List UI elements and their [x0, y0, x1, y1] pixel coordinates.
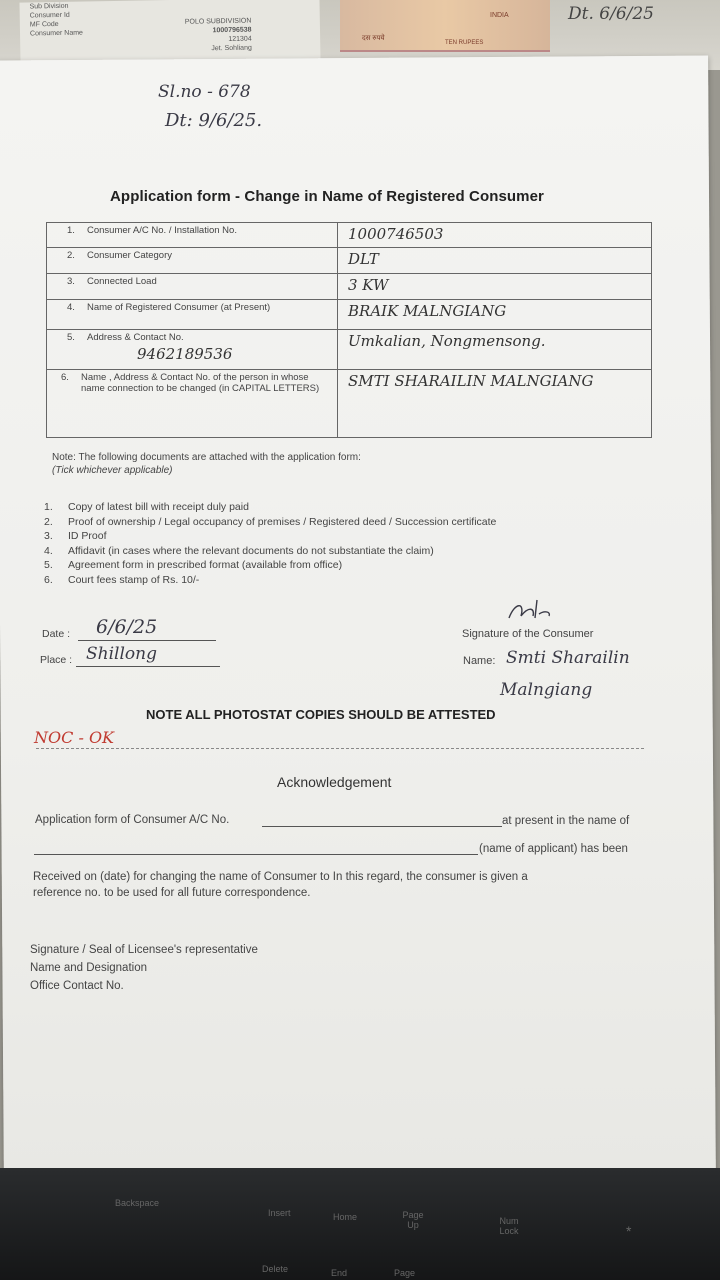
bill-slip-line: Consumer Name — [29, 29, 84, 38]
stamp-paper — [340, 0, 550, 52]
handwritten-date-stamp: Dt: 9/6/25. — [165, 110, 263, 131]
list-item: 4. Affidavit (in cases where the relevant documents do not substantiate the claim) — [44, 544, 434, 557]
form-title: Application form - Change in Name of Registered Consumer — [110, 188, 544, 205]
signature-label: Signature of the Consumer — [462, 628, 594, 640]
row-label: Consumer Category — [87, 250, 173, 261]
footer-line: Name and Designation — [30, 962, 147, 974]
row-number: 3. — [67, 276, 75, 287]
table-row — [47, 370, 652, 438]
table-row — [47, 223, 652, 248]
ack-blank-line — [262, 826, 502, 827]
consumer-details-table — [46, 222, 652, 438]
ack-blank-line — [34, 854, 478, 855]
row-value: SMTI SHARAILIN MALNGIANG — [338, 370, 652, 438]
row-label: Connected Load — [87, 276, 157, 287]
ack-text: Received on (date) for changing the name of Consumer to In this regard, the consumer is given a — [33, 871, 528, 883]
handwritten-serial-no: Sl.no - 678 — [158, 82, 251, 102]
row-number: 2. — [67, 250, 75, 261]
contact-number: 9462189536 — [137, 345, 233, 363]
handwritten-noc: NOC - OK — [34, 728, 115, 747]
ack-text: at present in the name of — [502, 815, 630, 827]
row-value: 3 KW — [338, 274, 652, 300]
list-item: 2. Proof of ownership / Legal occupancy of premises / Registered deed / Succession certificate — [44, 515, 497, 528]
keyboard-key: Backspace — [115, 1198, 160, 1208]
stamp-text: TEN RUPEES — [445, 40, 484, 46]
separator — [36, 748, 644, 749]
documents-list — [44, 500, 496, 587]
bill-slip-line: 1000796538 — [212, 26, 252, 35]
list-item: 5. Agreement form in prescribed format (available from office) — [44, 559, 343, 571]
bill-slip-line: Consumer Id — [29, 11, 70, 20]
date-line — [78, 640, 216, 641]
footer-line: Signature / Seal of Licensee's representative — [30, 944, 258, 956]
bill-slip-line: Sub Division — [29, 2, 69, 11]
place-label: Place : — [40, 654, 73, 666]
row-number: 4. — [67, 302, 75, 313]
consumer-signature — [505, 596, 555, 624]
row-value: 1000746503 — [338, 223, 652, 248]
bill-slip-line: MF Code — [29, 20, 59, 29]
row-number: 6. — [61, 372, 69, 383]
ack-text: reference no. to be used for all future correspondence. — [33, 887, 311, 899]
documents-note — [52, 451, 361, 477]
keyboard-key: * — [626, 1223, 632, 1239]
date-label: Date : — [42, 628, 71, 640]
note-line: Note: The following documents are attached with the application form: — [52, 452, 361, 463]
table-row — [47, 248, 652, 274]
ack-text: Application form of Consumer A/C No. — [35, 814, 230, 826]
row-label: Consumer A/C No. / Installation No. — [87, 225, 237, 236]
bill-slip — [19, 0, 320, 65]
stamp-text: दस रुपये — [362, 35, 385, 42]
row-label: Name of Registered Consumer (at Present) — [87, 302, 271, 313]
row-value: BRAIK MALNGIANG — [338, 300, 652, 330]
row-label: Name , Address & Contact No. of the person in whose name connection to be changed (in CAPITAL LETTERS) — [81, 372, 320, 394]
row-value: Umkalian, Nongmensong. — [338, 330, 652, 370]
ack-footer — [30, 941, 258, 995]
row-label: Address & Contact No. — [87, 332, 184, 343]
table-row — [47, 300, 652, 330]
row-number: 1. — [67, 225, 75, 236]
bill-slip-line: POLO SUBDIVISION — [184, 17, 252, 26]
list-item: 1. Copy of latest bill with receipt duly paid — [44, 501, 249, 513]
table-row — [47, 274, 652, 300]
keyboard-key: Page — [394, 1268, 416, 1278]
name-value: Smti Sharailin — [506, 648, 630, 668]
date-value: 6/6/25 — [96, 616, 158, 638]
place-value: Shillong — [86, 644, 157, 664]
keyboard-key: End — [331, 1268, 348, 1278]
keyboard-key: Num Lock — [499, 1216, 519, 1236]
table-row — [47, 330, 652, 370]
stamp-text: INDIA — [490, 12, 509, 19]
attestation-note: NOTE ALL PHOTOSTAT COPIES SHOULD BE ATTESTED — [146, 707, 496, 722]
name-label: Name: — [463, 655, 496, 667]
note-line: (Tick whichever applicable) — [52, 465, 173, 476]
list-item: 3. ID Proof — [44, 530, 107, 542]
row-value: DLT — [338, 248, 652, 274]
keyboard-key: Insert — [268, 1208, 291, 1218]
footer-line: Office Contact No. — [30, 980, 124, 992]
keyboard-key: Page Up — [402, 1210, 424, 1230]
bill-slip-line: Jet. Sohliang — [211, 44, 252, 53]
acknowledgement-title: Acknowledgement — [277, 774, 392, 790]
handwritten-date-note: Dt. 6/6/25 — [568, 4, 654, 24]
keyboard-key: Home — [333, 1212, 358, 1222]
list-item: 6. Court fees stamp of Rs. 10/- — [44, 573, 200, 586]
name-value: Malngiang — [500, 680, 593, 700]
bill-slip-line: 121304 — [228, 35, 252, 43]
place-line — [76, 666, 220, 667]
keyboard-background — [0, 1168, 720, 1280]
row-number: 5. — [67, 332, 75, 343]
keyboard-key: Delete — [262, 1264, 289, 1274]
ack-text: (name of applicant) has been — [479, 843, 628, 855]
